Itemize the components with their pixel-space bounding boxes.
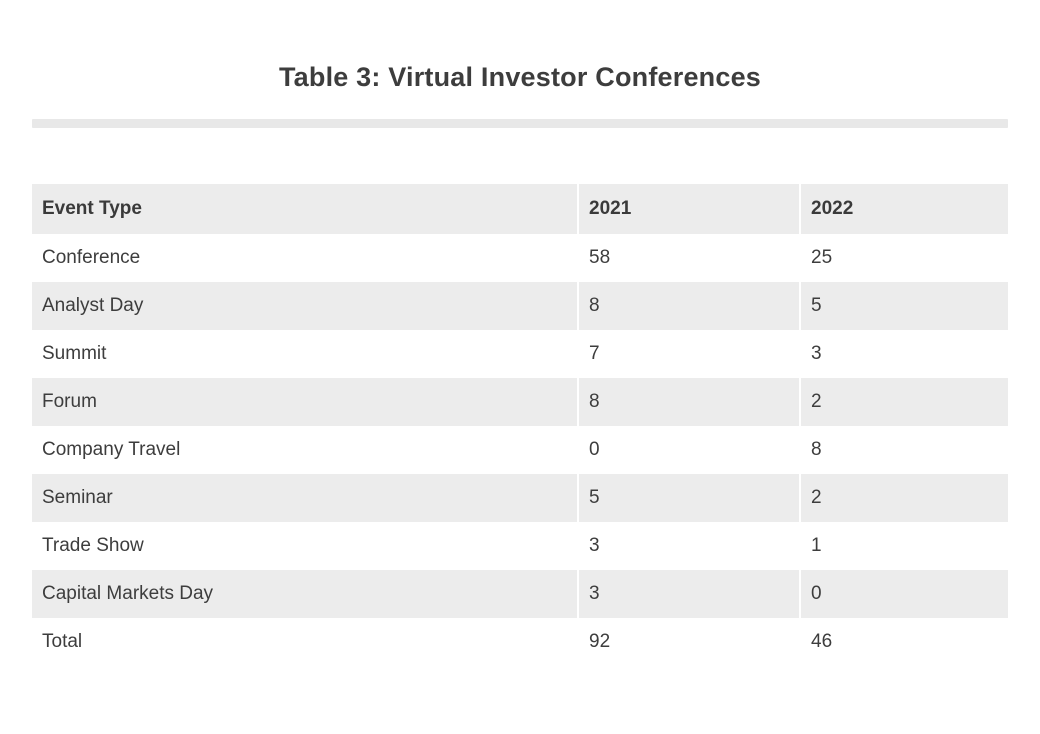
title-divider: [32, 119, 1008, 128]
cell-event-type: Summit: [32, 330, 578, 378]
cell-2021: 5: [578, 474, 800, 522]
cell-2022: 2: [800, 378, 1008, 426]
page-title: Table 3: Virtual Investor Conferences: [278, 62, 762, 92]
cell-2022: 1: [800, 522, 1008, 570]
column-header-event-type: Event Type: [32, 184, 578, 234]
column-header-2021: 2021: [578, 184, 800, 234]
cell-event-type: Seminar: [32, 474, 578, 522]
cell-2021: 8: [578, 378, 800, 426]
cell-2021: 58: [578, 234, 800, 282]
cell-event-type: Trade Show: [32, 522, 578, 570]
cell-event-type: Total: [32, 618, 578, 666]
table-row: [32, 522, 1008, 570]
cell-2022: 5: [800, 282, 1008, 330]
cell-2022: 25: [800, 234, 1008, 282]
cell-event-type: Company Travel: [32, 426, 578, 474]
cell-2022: 8: [800, 426, 1008, 474]
table-container: [32, 184, 1008, 666]
cell-2021: 8: [578, 282, 800, 330]
table-row: [32, 426, 1008, 474]
column-header-2022: 2022: [800, 184, 1008, 234]
cell-2021: 0: [578, 426, 800, 474]
cell-2021: 7: [578, 330, 800, 378]
cell-2022: 2: [800, 474, 1008, 522]
table-row: [32, 474, 1008, 522]
table-row: [32, 282, 1008, 330]
table-row: [32, 234, 1008, 282]
cell-2021: 92: [578, 618, 800, 666]
cell-2022: 3: [800, 330, 1008, 378]
table-row: [32, 378, 1008, 426]
table-row: [32, 570, 1008, 618]
cell-event-type: Analyst Day: [32, 282, 578, 330]
cell-event-type: Conference: [32, 234, 578, 282]
table-row: [32, 330, 1008, 378]
cell-2021: 3: [578, 522, 800, 570]
table-header-row: [32, 184, 1008, 234]
cell-event-type: Forum: [32, 378, 578, 426]
cell-2022: 0: [800, 570, 1008, 618]
cell-2021: 3: [578, 570, 800, 618]
table-row-total: [32, 618, 1008, 666]
cell-event-type: Capital Markets Day: [32, 570, 578, 618]
cell-2022: 46: [800, 618, 1008, 666]
virtual-investor-conferences-table: [32, 184, 1008, 666]
